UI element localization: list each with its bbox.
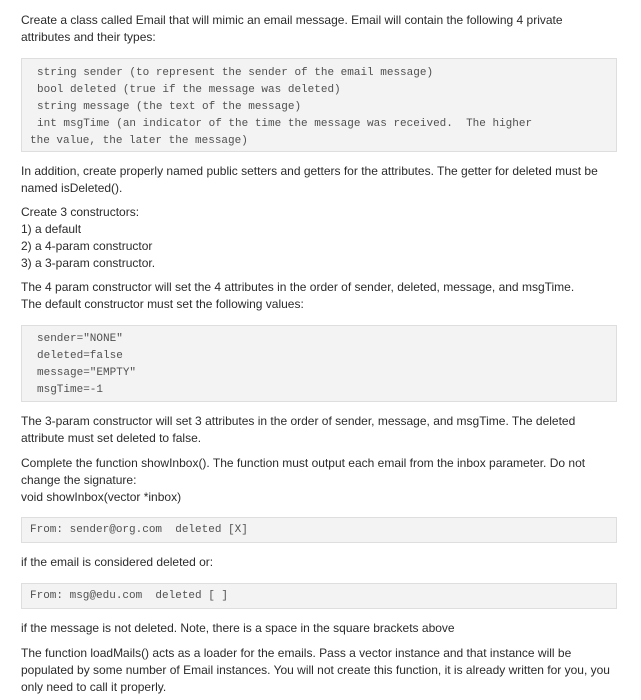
constructors-line: 1) a default xyxy=(21,222,82,236)
three-param-line-1: The 3-param constructor will set 3 attributes in the order of sender, message, and msgTime. The deleted xyxy=(21,414,576,428)
intro-paragraph xyxy=(21,12,621,46)
code-line: msgTime=-1 xyxy=(37,384,104,396)
four-param-line-1: The 4 param constructor will set the 4 attributes in the order of sender, deleted, message, and msgTime. xyxy=(21,280,575,294)
code-line: sender="NONE" xyxy=(37,333,123,345)
setters-line-1: In addition, create properly named public setters and getters for the attributes. The getter for deleted must be xyxy=(21,164,598,178)
code-line: deleted=false xyxy=(37,350,123,362)
code-line: int msgTime (an indicator of the time the message was received. The higher xyxy=(37,118,533,130)
constructors-list xyxy=(21,204,621,272)
load-mails-line-2: populated by some number of Email instances. You will not create this function, it is already written for you, you xyxy=(21,663,610,677)
code-line: the value, the later the message) xyxy=(30,135,248,147)
deleted-or-line: if the email is considered deleted or: xyxy=(21,555,214,569)
code-line: string message (the text of the message) xyxy=(37,101,302,113)
not-deleted-line: if the message is not deleted. Note, there is a space in the square brackets above xyxy=(21,621,455,635)
deleted-or-text xyxy=(21,554,621,571)
show-inbox-line-2: change the signature: xyxy=(21,473,137,487)
intro-line-2: attributes and their types: xyxy=(21,30,156,44)
constructors-line: 3) a 3-param constructor. xyxy=(21,256,156,270)
code-line: string sender (to represent the sender of the email message) xyxy=(37,67,434,79)
example-not-deleted-code xyxy=(21,583,617,609)
setters-line-2: named isDeleted(). xyxy=(21,181,123,195)
not-deleted-note xyxy=(21,620,621,637)
three-param-paragraph xyxy=(21,413,621,447)
intro-line-1: Create a class called Email that will mimic an email message. Email will contain the following 4 private xyxy=(21,13,563,27)
defaults-code-block xyxy=(21,325,617,402)
attributes-code-block xyxy=(21,58,617,152)
example-deleted-code xyxy=(21,517,617,543)
setters-paragraph xyxy=(21,163,621,197)
show-inbox-paragraph xyxy=(21,455,621,506)
code-line: bool deleted (true if the message was deleted) xyxy=(37,84,341,96)
code-line: From: sender@org.com deleted [X] xyxy=(30,524,248,536)
four-param-line-2: The default constructor must set the following values: xyxy=(21,297,304,311)
four-param-paragraph xyxy=(21,279,621,313)
constructors-line: 2) a 4-param constructor xyxy=(21,239,153,253)
show-inbox-line-1: Complete the function showInbox(). The function must output each email from the inbox parameter. Do not xyxy=(21,456,586,470)
load-mails-line-1: The function loadMails() acts as a loader for the emails. Pass a vector instance and that instance will be xyxy=(21,646,572,660)
code-line: From: msg@edu.com deleted [ ] xyxy=(30,590,229,602)
load-mails-paragraph xyxy=(21,645,621,696)
constructors-line: Create 3 constructors: xyxy=(21,205,140,219)
code-line: message="EMPTY" xyxy=(37,367,137,379)
show-inbox-signature: void showInbox(vector *inbox) xyxy=(21,490,182,504)
three-param-line-2: attribute must set deleted to false. xyxy=(21,431,202,445)
load-mails-line-3: only need to call it properly. xyxy=(21,680,167,694)
